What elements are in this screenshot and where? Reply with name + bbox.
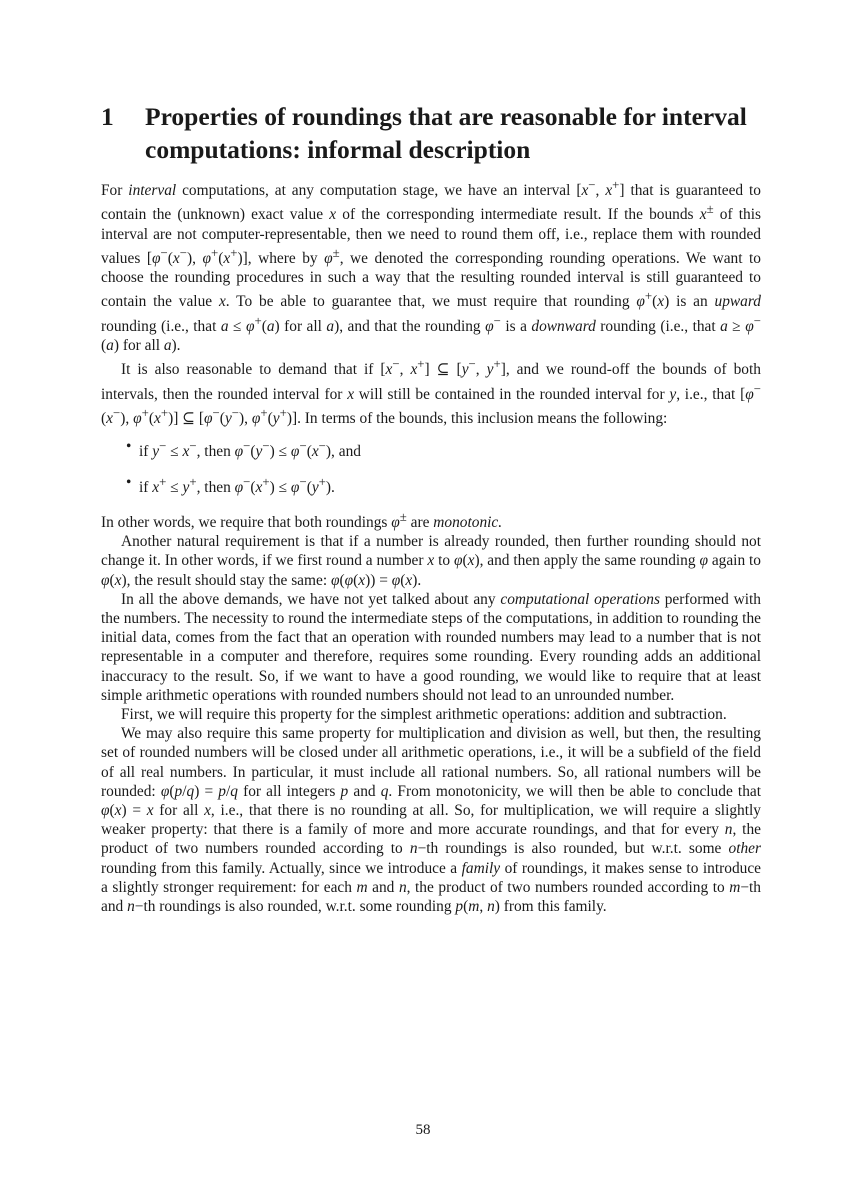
section-title: Properties of roundings that are reasonable for interval computations: informal description — [145, 102, 747, 164]
paragraph: It is also reasonable to demand that if [x−, x+] ⊆ [y−, y+], and we round-off the bounds of both intervals, then the rounded interval for x will still be contained in the rounded interval for y, i.e., that [φ−(x−), φ+(x+)] ⊆ [φ−(y−), φ+(y+)]. In terms of the bounds, this inclusion means the following: — [101, 357, 761, 428]
paragraph: Another natural requirement is that if a number is already rounded, then further rounding should not change it. In other words, if we first round a number x to φ(x), and then apply the same rounding φ again to φ(x), the result should stay the same: φ(φ(x)) = φ(x). — [101, 533, 761, 589]
bullet-item: • if y− ≤ x−, then φ−(y−) ≤ φ−(x−), and — [126, 437, 761, 461]
paragraph: First, we will require this property for the simplest arithmetic operations: addition and subtraction. — [121, 706, 727, 724]
bullet-item: • if x+ ≤ y+, then φ−(x+) ≤ φ−(y+). — [126, 473, 761, 497]
page-number: 58 — [415, 1122, 431, 1138]
paragraph: In other words, we require that both roundings φ± are monotonic. — [101, 509, 503, 532]
section-heading — [101, 100, 771, 166]
bullet-list — [101, 437, 761, 497]
body-text — [101, 176, 761, 916]
section-number: 1 — [101, 102, 114, 131]
paragraph: We may also require this same property for multiplication and division as well, but then, the resulting set of rounded numbers will be closed under all arithmetic operations, i.e., it will be a subfield of the field of all real numbers. In particular, it must include all rational numbers. So, all rational numbers will be rounded: φ(p/q) = p/q for all integers p and q. From monotonicity, we will then be able to conclude that φ(x) = x for all x, i.e., that there is no rounding at all. So, for multiplication, we will require a slightly weaker property: that there is a family of more and more accurate roundings, and that for every n, the product of two numbers rounded according to n−th roundings is also rounded, but w.r.t. some other rounding from this family. Actually, since we introduce a family of roundings, it makes sense to introduce a slightly stronger requirement: for each m and n, the product of two numbers rounded according to m−th and n−th roundings is also rounded, w.r.t. some rounding p(m, n) from this family. — [101, 725, 762, 916]
paragraph: For interval computations, at any computation stage, we have an interval [x−, x+] that is guaranteed to contain the (unknown) exact value x of the corresponding intermediate result. If the bounds x± of this interval are not computer-representable, then we need to round them off, i.e., replace them with rounded values [φ−(x−), φ+(x+)], where by φ±, we denoted the corresponding rounding operations. We want to choose the rounding procedures in such a way that the resulting rounded interval is still guaranteed to contain the value x. To be able to guarantee that, we must require that rounding φ+(x) is an upward rounding (i.e., that a ≤ φ+(a) for all a), and that the rounding φ− is a downward rounding (i.e., that a ≥ φ−(a) for all a). — [101, 178, 761, 355]
paragraph: In all the above demands, we have not yet talked about any computational operations performed with the numbers. The necessity to round the intermediate steps of the computations, in addition to rounding the initial data, comes from the fact that an operation with rounded numbers may lead to a number that is not representable in a computer and therefore, requires some rounding. Every rounding adds an additional inaccuracy to the result. So, if we want to have a good rounding, we would like to require that at least simple arithmetic operations with rounded numbers should not lead to an unrounded number. — [101, 590, 761, 704]
